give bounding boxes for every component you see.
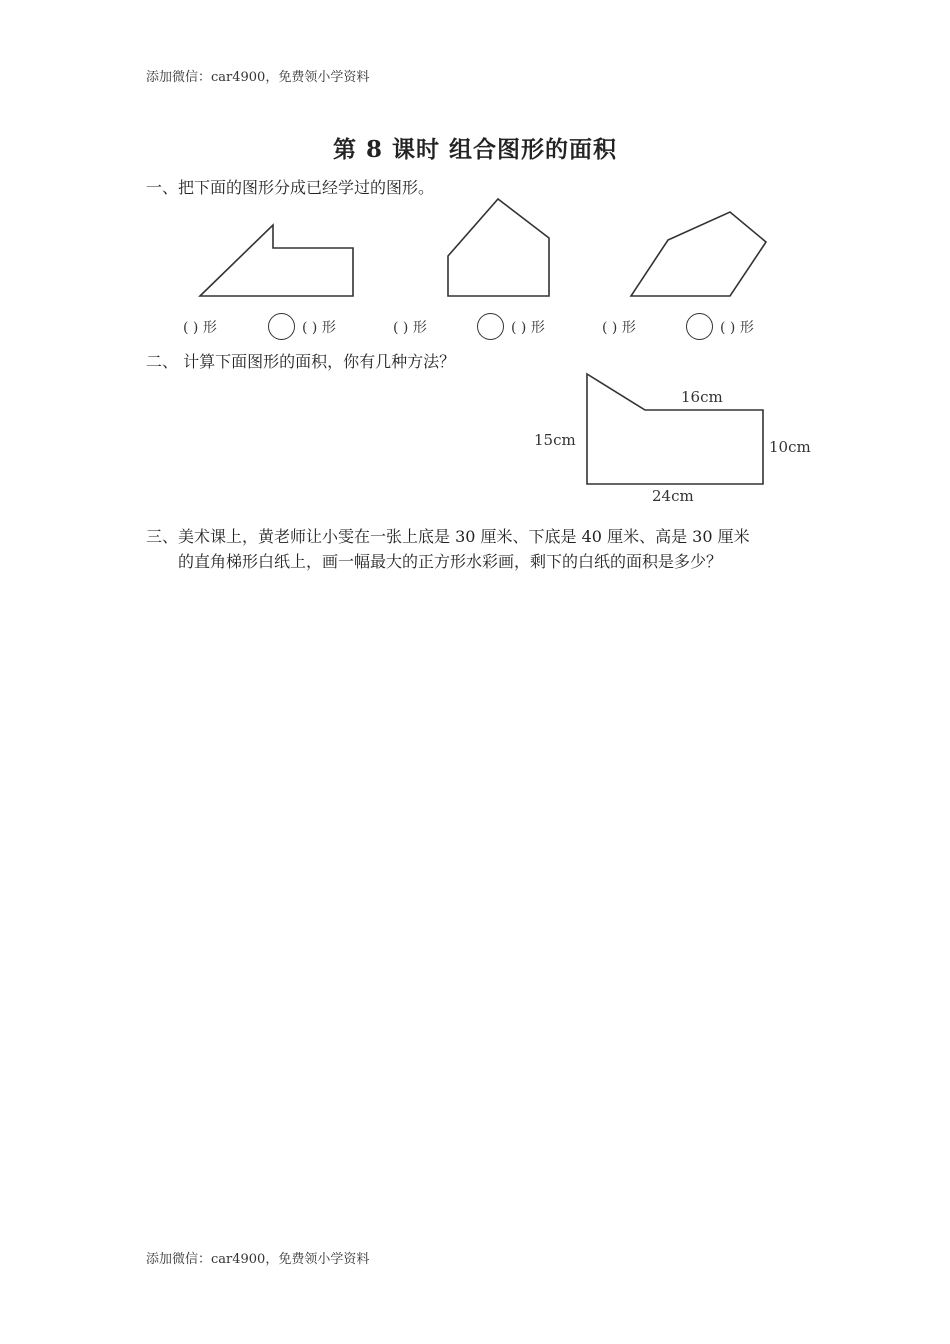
answer-blank-5[interactable]: ( ) 形 [602,320,636,336]
footer-note: 添加微信：car4900，免费领小学资料 [146,1252,370,1267]
figure-2-shape [448,199,549,296]
operator-circle-3[interactable] [686,313,713,340]
page-title: 第 8 课时 组合图形的面积 [332,136,618,163]
answer-blank-4[interactable]: ( ) 形 [511,320,545,336]
answer-blank-6[interactable]: ( ) 形 [720,320,754,336]
figure-1-shape [200,225,353,296]
question-3-line-1: 三、美术课上，黄老师让小雯在一张上底是 30 厘米、下底是 40 厘米、高是 30 厘米 [146,527,750,546]
operator-circle-2[interactable] [477,313,504,340]
question-2-text: 二、 计算下面图形的面积，你有几种方法？ [146,352,456,371]
question-1-text: 一、把下面的图形分成已经学过的图形。 [146,178,435,197]
label-bottom-24cm: 24cm [652,487,694,505]
answer-blank-1[interactable]: ( ) 形 [183,320,217,336]
answer-blank-3[interactable]: ( ) 形 [393,320,427,336]
label-left-15cm: 15cm [534,431,576,449]
header-note: 添加微信：car4900，免费领小学资料 [146,70,370,85]
answer-blank-2[interactable]: ( ) 形 [302,320,336,336]
operator-circle-1[interactable] [268,313,295,340]
figure-3-shape [631,212,766,296]
label-right-10cm: 10cm [769,438,811,456]
label-top-16cm: 16cm [681,388,723,406]
question-2-figure [587,374,763,484]
question-3-line-2: 的直角梯形白纸上，画一幅最大的正方形水彩画，剩下的白纸的面积是多少？ [178,552,723,571]
